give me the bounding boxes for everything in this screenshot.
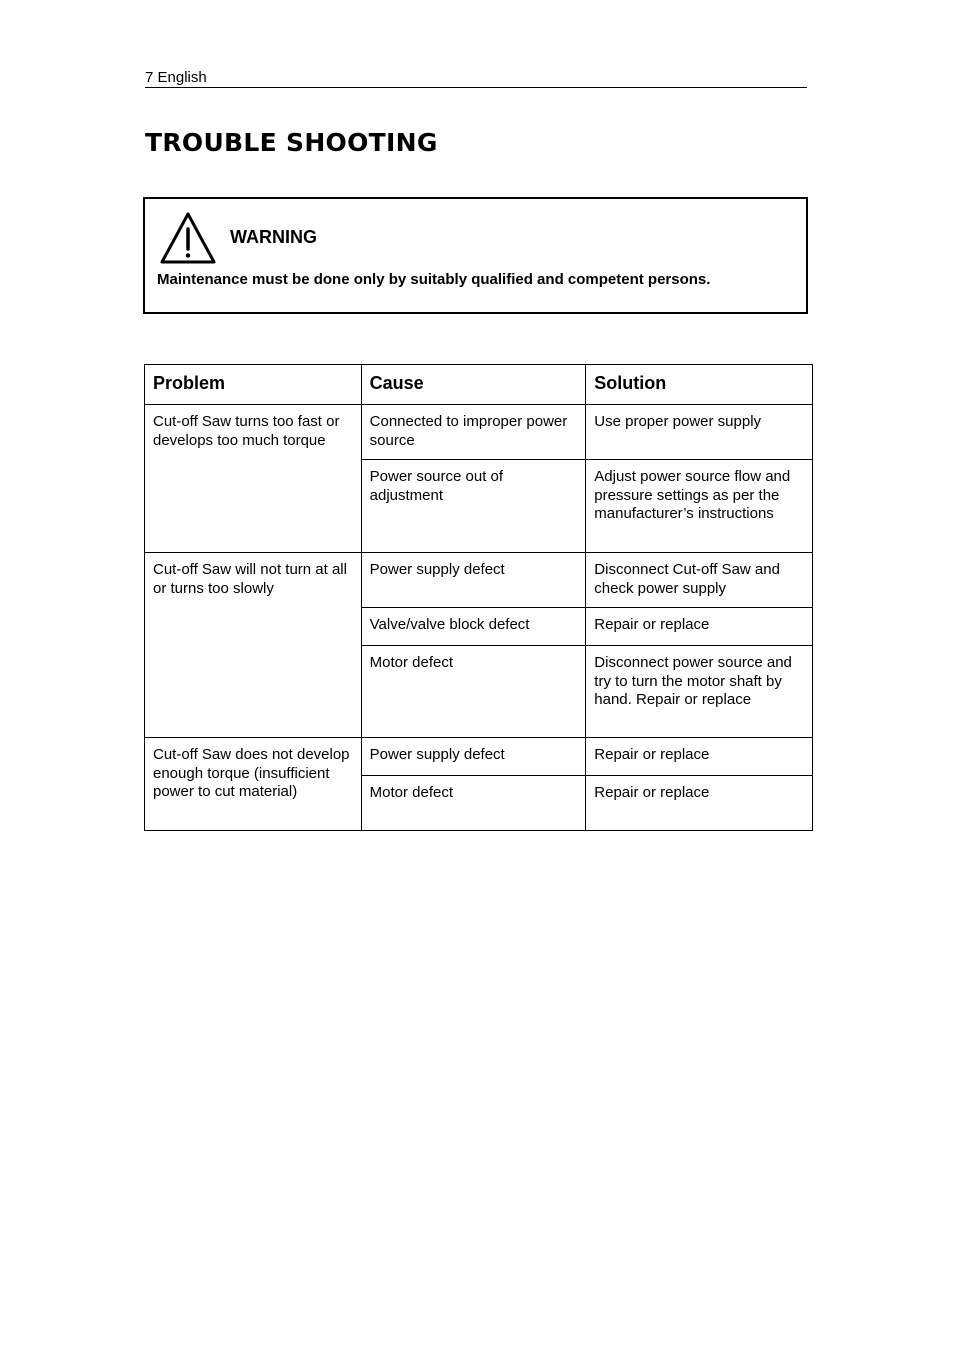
cause-cell: Motor defect	[361, 646, 586, 738]
cause-cell: Connected to improper power source	[361, 405, 586, 460]
solution-cell: Repair or replace	[586, 608, 813, 646]
problem-cell: Cut-off Saw does not develop enough torque (insufficient power to cut material)	[145, 738, 362, 831]
page-header	[145, 69, 807, 88]
header-cause: Cause	[361, 365, 586, 405]
header-problem: Problem	[145, 365, 362, 405]
solution-cell: Use proper power supply	[586, 405, 813, 460]
solution-cell: Disconnect power source and try to turn the motor shaft by hand. Repair or replace	[586, 646, 813, 738]
troubleshooting-table	[144, 364, 813, 831]
solution-cell: Repair or replace	[586, 776, 813, 831]
problem-cell: Cut-off Saw turns too fast or develops too much torque	[145, 405, 362, 553]
problem-cell: Cut-off Saw will not turn at all or turns too slowly	[145, 553, 362, 738]
table-row	[145, 738, 813, 776]
page-title: TROUBLE SHOOTING	[145, 128, 438, 157]
table-row	[145, 553, 813, 608]
warning-box	[143, 197, 808, 314]
warning-triangle-icon	[159, 211, 217, 265]
cause-cell: Power supply defect	[361, 553, 586, 608]
cause-cell: Valve/valve block defect	[361, 608, 586, 646]
warning-text: Maintenance must be done only by suitably qualified and competent persons.	[157, 271, 711, 288]
header-solution: Solution	[586, 365, 813, 405]
solution-cell: Adjust power source flow and pressure settings as per the manufacturer’s instructions	[586, 460, 813, 553]
table-row	[145, 405, 813, 460]
cause-cell: Power source out of adjustment	[361, 460, 586, 553]
cause-cell: Power supply defect	[361, 738, 586, 776]
page-label: 7 English	[145, 69, 207, 86]
cause-cell: Motor defect	[361, 776, 586, 831]
warning-title: WARNING	[230, 227, 317, 247]
table-header-row	[145, 365, 813, 405]
solution-cell: Repair or replace	[586, 738, 813, 776]
solution-cell: Disconnect Cut-off Saw and check power supply	[586, 553, 813, 608]
